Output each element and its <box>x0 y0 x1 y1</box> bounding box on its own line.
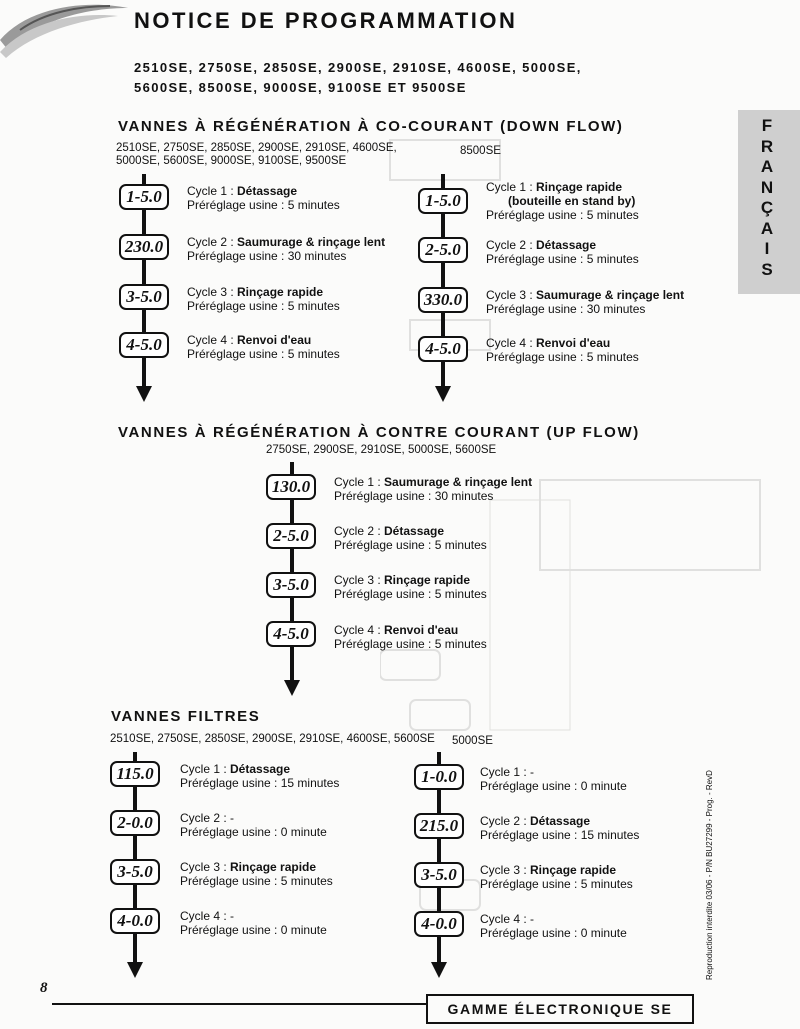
footer-brand-box: GAMME ÉLECTRONIQUE SE <box>426 994 694 1024</box>
cycle-description: Cycle 4 : Renvoi d'eau Préréglage usine : 5 minutes <box>334 623 487 651</box>
cycle-code-box: 330.0 <box>418 287 468 313</box>
cycle-code-box: 215.0 <box>414 813 464 839</box>
language-tab-letters: F R A N Ç A I S <box>760 116 774 279</box>
cycle-code-box: 2-5.0 <box>266 523 316 549</box>
filter-left-models: 2510SE, 2750SE, 2850SE, 2900SE, 2910SE, 4600SE, 5600SE <box>110 733 435 745</box>
cycle-description: Cycle 2 : Saumurage & rinçage lent Préréglage usine : 30 minutes <box>187 235 386 263</box>
cycle-description: Cycle 1 : Saumurage & rinçage lent Préréglage usine : 30 minutes <box>334 475 533 503</box>
arrow-down-icon <box>435 386 451 402</box>
cycle-code-box: 4-0.0 <box>414 911 464 937</box>
section-filter-title: VANNES FILTRES <box>111 708 261 725</box>
cycle-description: Cycle 2 : Détassage Préréglage usine : 5 minutes <box>486 238 639 266</box>
cycle-code-box: 3-5.0 <box>119 284 169 310</box>
swoosh-logo-icon <box>0 0 130 60</box>
arrow-down-icon <box>284 680 300 696</box>
page-number: 8 <box>40 980 48 996</box>
cycle-code-box: 2-0.0 <box>110 810 160 836</box>
cycle-description: Cycle 4 : Renvoi d'eau Préréglage usine : 5 minutes <box>187 333 340 361</box>
cycle-code-box: 4-0.0 <box>110 908 160 934</box>
downflow-right-models: 8500SE <box>460 145 501 157</box>
arrow-down-icon <box>136 386 152 402</box>
cycle-description: Cycle 4 : Renvoi d'eau Préréglage usine : 5 minutes <box>486 336 639 364</box>
cycle-code-box: 3-5.0 <box>110 859 160 885</box>
cycle-code-box: 230.0 <box>119 234 169 260</box>
downflow-left-models-2: 5000SE, 5600SE, 9000SE, 9100SE, 9500SE <box>116 155 347 167</box>
arrow-down-icon <box>431 962 447 978</box>
cycle-description: Cycle 1 : Rinçage rapide (bouteille en stand by) Préréglage usine : 5 minutes <box>486 180 639 222</box>
footer-rule <box>52 1003 426 1005</box>
filter-right-models: 5000SE <box>452 735 493 747</box>
cycle-description: Cycle 2 : - Préréglage usine : 0 minute <box>180 811 327 839</box>
cycle-description: Cycle 2 : Détassage Préréglage usine : 5 minutes <box>334 524 487 552</box>
cycle-code-box: 3-5.0 <box>266 572 316 598</box>
cycle-description: Cycle 1 : Détassage Préréglage usine : 15 minutes <box>180 762 340 790</box>
cycle-code-box: 1-0.0 <box>414 764 464 790</box>
page-title: NOTICE DE PROGRAMMATION <box>134 8 518 33</box>
cycle-description: Cycle 4 : - Préréglage usine : 0 minute <box>180 909 327 937</box>
cycle-code-box: 4-5.0 <box>418 336 468 362</box>
cycle-code-box: 2-5.0 <box>418 237 468 263</box>
cycle-code-box: 1-5.0 <box>418 188 468 214</box>
cycle-code-box: 4-5.0 <box>119 332 169 358</box>
models-line-1: 2510SE, 2750SE, 2850SE, 2900SE, 2910SE, 4600SE, 5000SE, <box>134 60 582 75</box>
cycle-description: Cycle 3 : Rinçage rapide Préréglage usine : 5 minutes <box>180 860 333 888</box>
cycle-description: Cycle 3 : Rinçage rapide Préréglage usine : 5 minutes <box>480 863 633 891</box>
section-downflow-title: VANNES À RÉGÉNÉRATION À CO-COURANT (DOWN FLOW) <box>118 118 624 135</box>
cycle-code-box: 115.0 <box>110 761 160 787</box>
cycle-description: Cycle 3 : Rinçage rapide Préréglage usine : 5 minutes <box>187 285 340 313</box>
cycle-code-box: 3-5.0 <box>414 862 464 888</box>
cycle-description: Cycle 3 : Rinçage rapide Préréglage usine : 5 minutes <box>334 573 487 601</box>
cycle-description: Cycle 3 : Saumurage & rinçage lent Préréglage usine : 30 minutes <box>486 288 685 316</box>
downflow-left-models-1: 2510SE, 2750SE, 2850SE, 2900SE, 2910SE, 4600SE, <box>116 142 397 154</box>
cycle-code-box: 130.0 <box>266 474 316 500</box>
cycle-code-box: 1-5.0 <box>119 184 169 210</box>
models-line-2: 5600SE, 8500SE, 9000SE, 9100SE ET 9500SE <box>134 80 467 95</box>
section-upflow-title: VANNES À RÉGÉNÉRATION À CONTRE COURANT (UP FLOW) <box>118 424 640 441</box>
arrow-down-icon <box>127 962 143 978</box>
cycle-code-box: 4-5.0 <box>266 621 316 647</box>
side-reference-note: Reproduction interdite 03/06 - P/N BU27299 - Prog. - RevD <box>705 770 714 980</box>
upflow-models: 2750SE, 2900SE, 2910SE, 5000SE, 5600SE <box>266 444 497 456</box>
cycle-description: Cycle 4 : - Préréglage usine : 0 minute <box>480 912 627 940</box>
cycle-description: Cycle 1 : Détassage Préréglage usine : 5 minutes <box>187 184 340 212</box>
cycle-description: Cycle 2 : Détassage Préréglage usine : 15 minutes <box>480 814 640 842</box>
cycle-description: Cycle 1 : - Préréglage usine : 0 minute <box>480 765 627 793</box>
